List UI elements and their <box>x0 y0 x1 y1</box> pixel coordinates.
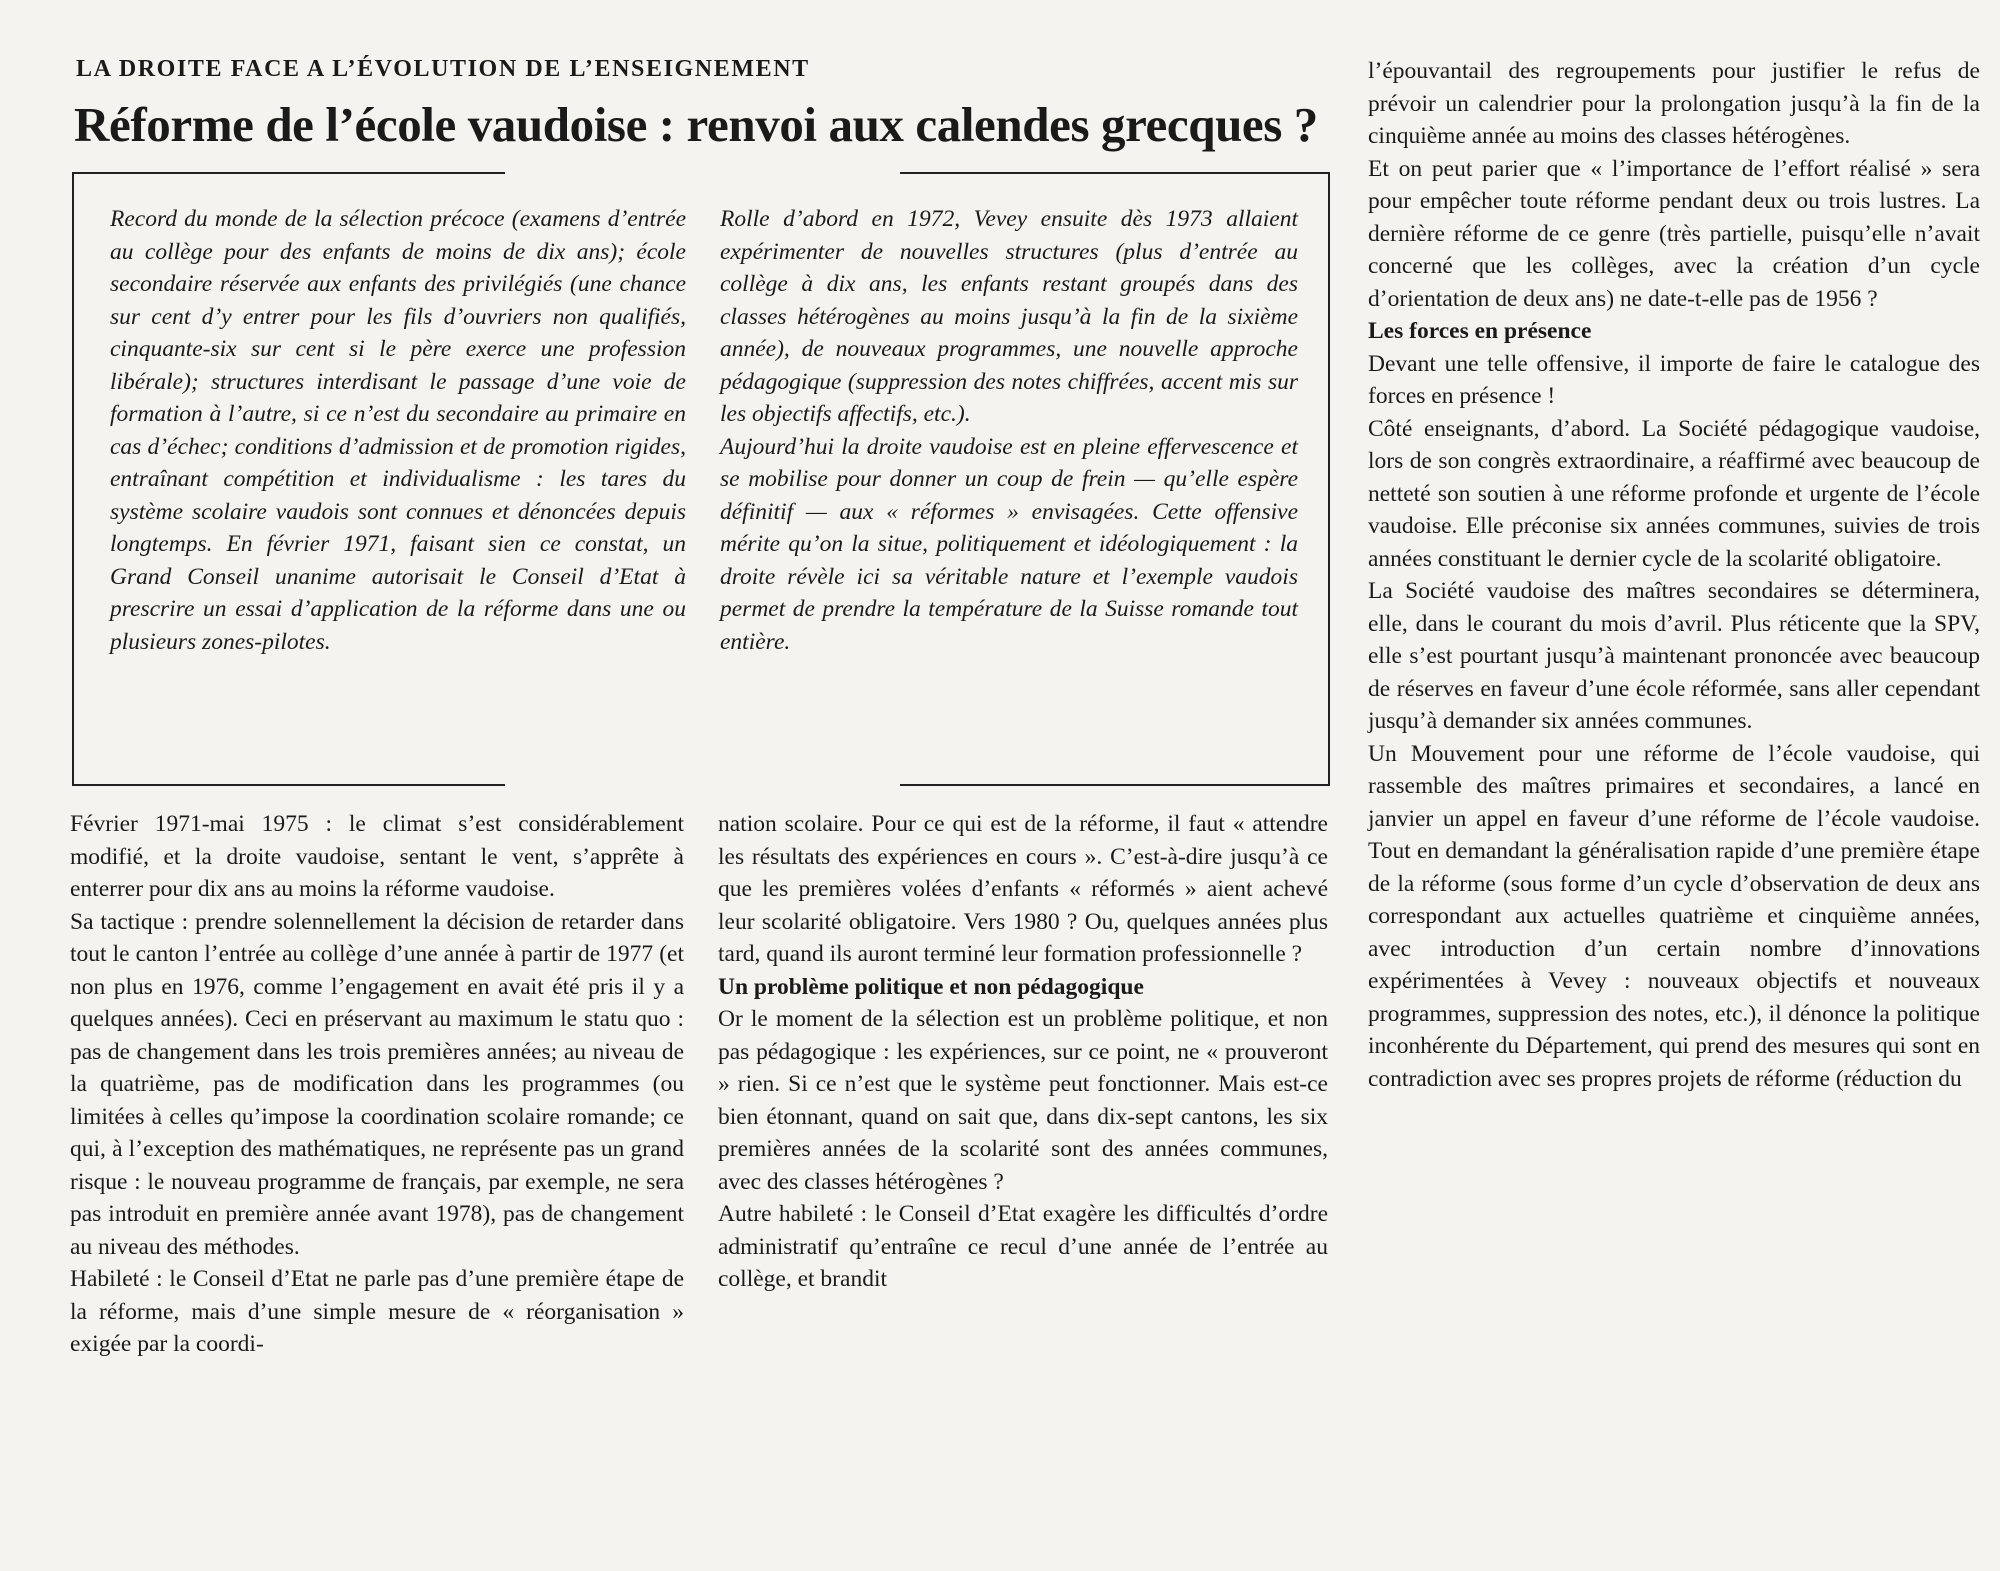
body-paragraph: l’épouvantail des regroupements pour justifier le refus de prévoir un calendrier pour la prolongation jusqu’à la fin de la cinquième année au moins des classes hétérogènes. <box>1368 58 1980 149</box>
body-paragraph: Or le moment de la sélection est un problème politique, et non pas pédagogique : les expériences, sur ce point, ne « prouveront » rien. Si ce n’est que le système peut fonctionner. Mais est-ce bien étonnant, quand on sait que, dans dix-sept cantons, les six premières années de la scolarité sont des années communes, avec des classes hétérogènes ? <box>718 1006 1328 1195</box>
body-paragraph: Et on peut parier que « l’importance de l’effort réalisé » sera pour empêcher toute réforme pendant deux ou trois lustres. La dernière réforme de ce genre (très partielle, puisqu’elle n’avait concerné que les collèges, avec la création d’un cycle d’orientation de deux ans) ne date-t-elle pas de 1956 ? <box>1368 155 1980 312</box>
body-column-right <box>1368 55 1980 1095</box>
body-paragraph: Sa tactique : prendre solennellement la décision de retarder dans tout le canton l’entrée au collège d’une année à partir de 1977 (et non plus en 1976, comme l’engagement en avait été pris il y a quelques années). Ceci en préservant au maximum le statu quo : pas de changement dans les trois premières années; au niveau de la quatrième, pas de modification dans les programmes (ou limitées à celles qu’impose la coordination scolaire romande; ce qui, à l’exception des mathématiques, ne représente pas un grand risque : le nouveau programme de français, par exemple, ne sera pas introduit en première année avant 1978), pas de changement au niveau des méthodes. <box>70 908 684 1260</box>
article-kicker: LA DROITE FACE A L’ÉVOLUTION DE L’ENSEIGNEMENT <box>76 56 810 82</box>
box-border-gap-top <box>505 169 900 175</box>
intro-column-right <box>720 203 1298 658</box>
body-column-middle <box>718 808 1328 1296</box>
body-paragraph: Devant une telle offensive, il importe de faire le catalogue des forces en présence ! <box>1368 350 1980 409</box>
body-paragraph: Février 1971-mai 1975 : le climat s’est considérablement modifié, et la droite vaudoise, sentant le vent, s’apprête à enterrer pour dix ans au moins la réforme vaudoise. <box>70 811 684 902</box>
intro-paragraph: Aujourd’hui la droite vaudoise est en pleine effervescence et se mobilise pour donner un coup de frein — qu’elle espère définitif — aux « réformes » envisagées. Cette offensive mérite qu’on la situe, politiquement et idéologiquement : la droite révèle ici sa véritable nature et l’exemple vaudois permet de prendre la température de la Suisse romande tout entière. <box>720 433 1298 655</box>
intro-paragraph: Rolle d’abord en 1972, Vevey ensuite dès 1973 allaient expérimenter de nouvelles structures (plus d’entrée au collège à dix ans, les enfants restant groupés dans des classes hétérogènes au moins jusqu’à la fin de la sixième année), de nouveaux programmes, une nouvelle approche pédagogique (suppression des notes chiffrées, accent mis sur les objectifs affectifs, etc.). <box>720 206 1298 427</box>
article-headline: Réforme de l’école vaudoise : renvoi aux calendes grecques ? <box>74 97 1318 152</box>
body-column-left <box>70 808 684 1361</box>
body-paragraph: Côté enseignants, d’abord. La Société pédagogique vaudoise, lors de son congrès extraordinaire, a réaffirmé avec beaucoup de netteté son soutien à une réforme profonde et urgente de l’école vaudoise. Elle préconise six années communes, suivies de trois années constituant le dernier cycle de la scolarité obligatoire. <box>1368 415 1980 572</box>
body-paragraph: Un Mouvement pour une réforme de l’école vaudoise, qui rassemble des maîtres primaires et secondaires, a lancé en janvier un appel en faveur d’une réforme de l’école vaudoise. Tout en demandant la généralisation rapide d’une première étape de la réforme (sous forme d’un cycle d’observation de deux ans correspondant aux actuelles quatrième et cinquième années, avec introduction d’un certain nombre d’innovations expérimentées à Vevey : nouveaux objectifs et nouveaux programmes, suppression des notes, etc.), il dénonce la politique inconhérente du Département, qui prend des mesures qui sont en contradiction avec ses propres projets de réforme (réduction du <box>1368 740 1980 1092</box>
body-paragraph: nation scolaire. Pour ce qui est de la réforme, il faut « attendre les résultats des expériences en cours ». C’est-à-dire jusqu’à ce que les premières volées d’enfants « réformés » aient achevé leur scolarité obligatoire. Vers 1980 ? Ou, quelques années plus tard, quand ils auront terminé leur formation professionnelle ? <box>718 811 1328 967</box>
section-heading: Un problème politique et non pédagogique <box>718 973 1144 1000</box>
intro-column-left <box>110 203 686 658</box>
intro-paragraph: Record du monde de la sélection précoce (examens d’entrée au collège pour des enfants de moins de dix ans); école secondaire réservée aux enfants des privilégiés (une chance sur cent d’y entrer pour les fils d’ouvriers non qualifiés, cinquante-six sur cent si le père exerce une profession libérale); structures interdisant le passage d’une voie de formation à l’autre, si ce n’est du secondaire au primaire en cas d’échec; conditions d’admission et de promotion rigides, entraînant compétition et individualisme : les tares du système scolaire vaudois sont connues et dénoncées depuis longtemps. En février 1971, faisant sien ce constat, un Grand Conseil unanime autorisait le Conseil d’Etat à prescrire un essai d’application de la réforme dans une ou plusieurs zones-pilotes. <box>110 206 686 655</box>
box-border-gap-bottom <box>505 783 900 789</box>
body-paragraph: Habileté : le Conseil d’Etat ne parle pas d’une première étape de la réforme, mais d’une simple mesure de « réorganisation » exigée par la coordi- <box>70 1266 684 1357</box>
body-paragraph: Autre habileté : le Conseil d’Etat exagère les difficultés d’ordre administratif qu’entraîne ce recul d’une année de l’entrée au collège, et brandit <box>718 1201 1328 1292</box>
section-heading: Les forces en présence <box>1368 318 1592 344</box>
body-paragraph: La Société vaudoise des maîtres secondaires se déterminera, elle, dans le courant du mois d’avril. Plus réticente que la SPV, elle s’est pourtant jusqu’à maintenant prononcée avec beaucoup de réserves en faveur d’une école réformée, sans aller cependant jusqu’à demander six années communes. <box>1368 578 1980 734</box>
